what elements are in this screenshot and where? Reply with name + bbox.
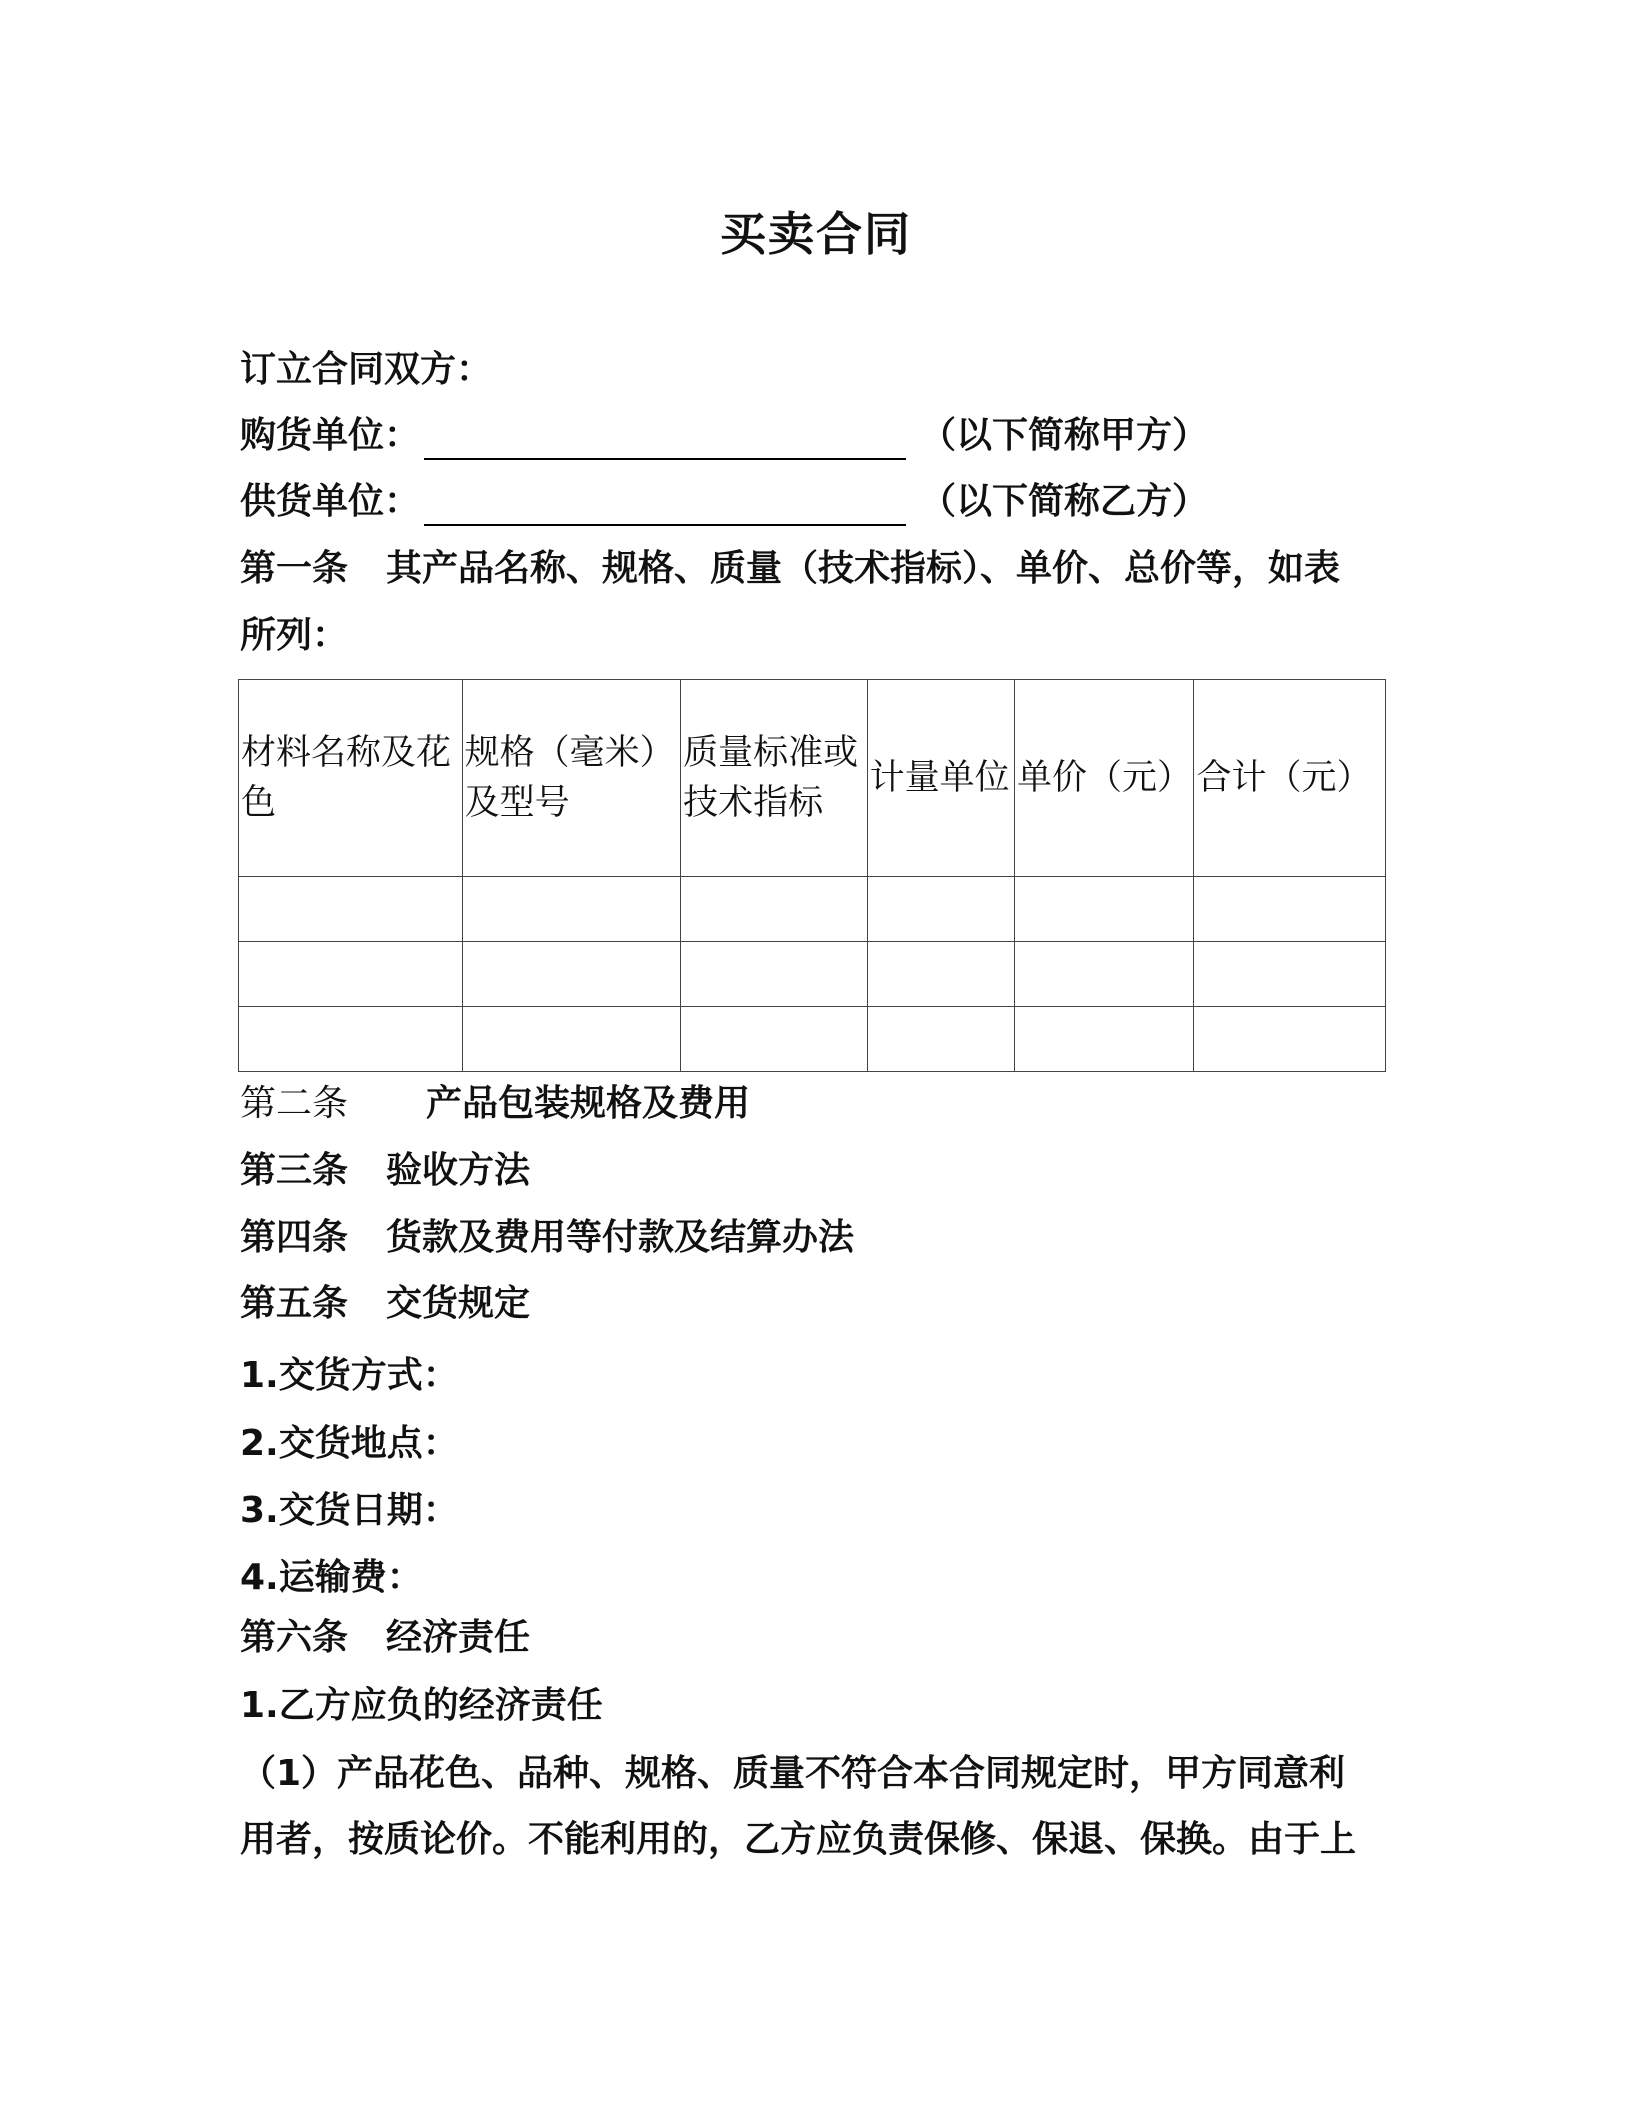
transport-fee: 4.运输费： <box>240 1557 423 1598</box>
article-4 <box>240 1214 854 1262</box>
table-cell <box>1015 1007 1194 1072</box>
table-cell <box>681 877 867 942</box>
article-2 <box>240 1080 750 1128</box>
product-table <box>238 679 1386 1072</box>
article-3 <box>240 1147 530 1195</box>
seller-label: 供货单位： <box>240 481 421 522</box>
delivery-method: 1.交货方式： <box>240 1355 459 1396</box>
table-header-cell: 计量单位 <box>867 680 1014 877</box>
table-cell <box>462 942 681 1007</box>
seller-line <box>240 478 1208 526</box>
buyer-note: （以下简称甲方） <box>920 415 1209 456</box>
table-cell <box>1015 942 1194 1007</box>
table-cell <box>1194 1007 1386 1072</box>
table-row <box>239 877 1386 942</box>
article-3-text: 验收方法 <box>386 1150 531 1191</box>
table-cell <box>1015 877 1194 942</box>
document-title: 买卖合同 <box>720 207 912 261</box>
article-1-continuation: 所列： <box>240 615 349 656</box>
table-cell <box>462 1007 681 1072</box>
table-cell <box>867 942 1014 1007</box>
table-header-cell: 质量标准或技术指标 <box>681 680 867 877</box>
article-5-number: 第五条 <box>240 1283 349 1324</box>
article-2-number: 第二条 <box>240 1083 349 1124</box>
table-cell <box>681 1007 867 1072</box>
table-header-cell: 单价（元） <box>1015 680 1194 877</box>
article-6-number: 第六条 <box>240 1617 349 1658</box>
table-cell <box>462 877 681 942</box>
table-cell <box>239 877 463 942</box>
table-cell <box>867 877 1014 942</box>
table-cell <box>681 942 867 1007</box>
buyer-label: 购货单位： <box>240 415 421 456</box>
table-cell <box>867 1007 1014 1072</box>
article-5 <box>240 1280 530 1328</box>
article-4-text: 货款及费用等付款及结算办法 <box>386 1217 855 1258</box>
delivery-location: 2.交货地点： <box>240 1423 459 1464</box>
table-cell <box>239 1007 463 1072</box>
parties-heading: 订立合同双方： <box>240 349 493 390</box>
table-cell <box>1194 877 1386 942</box>
article-1-number: 第一条 <box>240 548 349 589</box>
seller-blank-field <box>424 486 906 526</box>
article-6-text: 经济责任 <box>386 1617 531 1658</box>
article-4-number: 第四条 <box>240 1217 349 1258</box>
table-cell <box>1194 942 1386 1007</box>
liability-heading: 1.乙方应负的经济责任 <box>240 1685 603 1726</box>
buyer-line <box>240 412 1208 460</box>
article-2-text: 产品包装规格及费用 <box>426 1083 751 1124</box>
table-row <box>239 942 1386 1007</box>
table-header-cell: 规格（毫米）及型号 <box>462 680 681 877</box>
table-header-cell: 材料名称及花色 <box>239 680 463 877</box>
table-cell <box>239 942 463 1007</box>
table-header-cell: 合计（元） <box>1194 680 1386 877</box>
table-header-row <box>239 680 1386 877</box>
article-6 <box>240 1614 530 1662</box>
article-1 <box>240 545 1340 593</box>
article-1-text: 其产品名称、规格、质量（技术指标）、单价、总价等，如表 <box>386 548 1341 589</box>
buyer-blank-field <box>424 420 906 460</box>
seller-note: （以下简称乙方） <box>920 481 1209 522</box>
delivery-date: 3.交货日期： <box>240 1490 459 1531</box>
clause-1-line-1: （1）产品花色、品种、规格、质量不符合本合同规定时，甲方同意利 <box>240 1753 1346 1794</box>
article-3-number: 第三条 <box>240 1150 349 1191</box>
table-row <box>239 1007 1386 1072</box>
article-5-text: 交货规定 <box>386 1283 531 1324</box>
clause-1-line-2: 用者，按质论价。不能利用的，乙方应负责保修、保退、保换。由于上 <box>240 1819 1357 1860</box>
